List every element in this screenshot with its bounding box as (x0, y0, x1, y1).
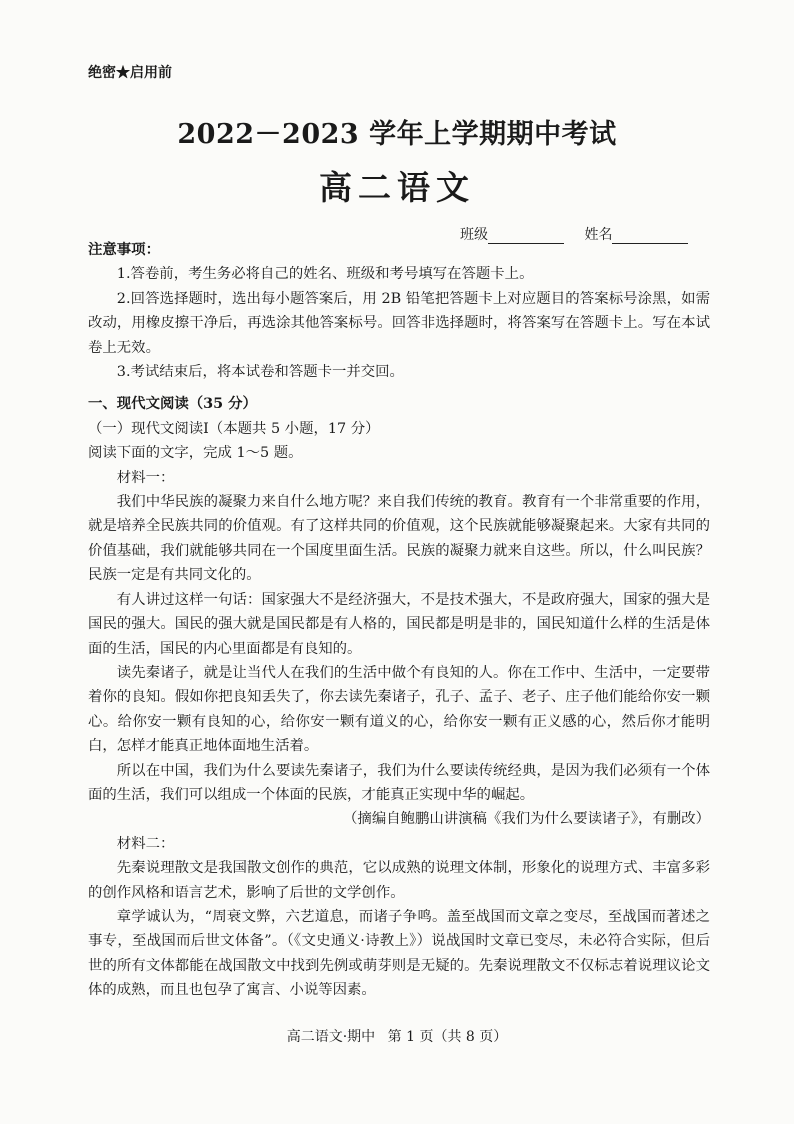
notice-item: 3.考试结束后，将本试卷和答题卡一并交回。 (116, 364, 404, 381)
material2-paragraph: 章学诚认为，“周衰文弊，六艺道息，而诸子争鸣。盖至战国而文章之变尽，至战国而著述之事专，至战国而后世文体备”。（《文史通义·诗教上》）说战国时文章已变尽，未必符合实际，但后世的所有文体都能在战国散文中找到先例或萌芽则是无疑的。先秦说理散文不仅标志着说理议论文体的成熟，而且也包孕了寓言、小说等因素。 (88, 908, 710, 999)
exam-body (88, 238, 710, 1003)
material1-paragraph: 读先秦诸子，就是让当代人在我们的生活中做个有良知的人。你在工作中、生活中，一定要带着你的良知。假如你把良知丢失了，你去读先秦诸子，孔子、孟子、老子、庄子他们能给你安一颗心。给你安一颗有良知的心，给你安一颗有道义的心，给你安一颗有正义感的心，然后你才能明白，怎样才能真正地体面地生活着。 (88, 664, 710, 755)
material1-paragraph: 我们中华民族的凝聚力来自什么地方呢？来自我们传统的教育。教育有一个非常重要的作用，就是培养全民族共同的价值观。有了这样共同的价值观，这个民族就能够凝聚起来。大家有共同的价值基础，我们就能够共同在一个国度里面生活。民族的凝聚力就来自这些。所以，什么叫民族？民族一定是有共同文化的。 (88, 494, 710, 584)
material2-paragraph: 先秦说理散文是我国散文创作的典范，它以成熟的说理文体制，形象化的说理方式、丰富多彩的创作风格和语言艺术，影响了后世的文学创作。 (88, 860, 710, 901)
subject-title: 高二语文 (319, 168, 475, 207)
material1-source: （摘编自鲍鹏山讲演稿《我们为什么要读诸子》，有删改） (343, 811, 710, 828)
section-heading: 一、现代文阅读（35 分） (88, 395, 257, 413)
notice-heading: 注意事项： (88, 241, 160, 258)
section-instruction: 阅读下面的文字，完成 1～5 题。 (88, 445, 303, 462)
footer-subject: 高二语文·期中 (286, 1029, 376, 1045)
exam-title: 2022－2023 学年上学期期中考试 (177, 119, 617, 150)
material1-label: 材料一： (116, 469, 175, 486)
section-subheading: （一）现代文阅读Ⅰ（本题共 5 小题，17 分） (88, 420, 380, 437)
class-label: 班级 (460, 227, 488, 243)
material1-paragraph: 所以在中国，我们为什么要读先秦诸子，我们为什么要读传统经典，是因为我们必须有一个体面的生活，我们可以组成一个体面的民族，才能真正实现中华的崛起。 (88, 762, 710, 803)
secret-mark: 绝密★启用前 (88, 65, 172, 81)
footer-page-number: 第 1 页（共 8 页） (387, 1029, 508, 1045)
notice-item: 2.回答选择题时，选出每小题答案后，用 2B 铅笔把答题卡上对应题目的答案标号涂黑，如需改动，用橡皮擦干净后，再选涂其他答案标号。回答非选择题时，将答案写在答题卡上。写在本试卷上无效。 (88, 290, 710, 356)
name-label: 姓名 (584, 227, 613, 243)
notice-item: 1.答卷前，考生务必将自己的姓名、班级和考号填写在答题卡上。 (116, 266, 534, 283)
page-footer (0, 1026, 794, 1046)
material2-label: 材料二： (116, 835, 175, 852)
material1-paragraph: 有人讲过这样一句话：国家强大不是经济强大，不是技术强大，不是政府强大，国家的强大是国民的强大。国民的强大就是国民都是有人格的，国民都是明是非的，国民知道什么样的生活是体面的生活，国民的内心里面都是有良知的。 (88, 591, 710, 657)
